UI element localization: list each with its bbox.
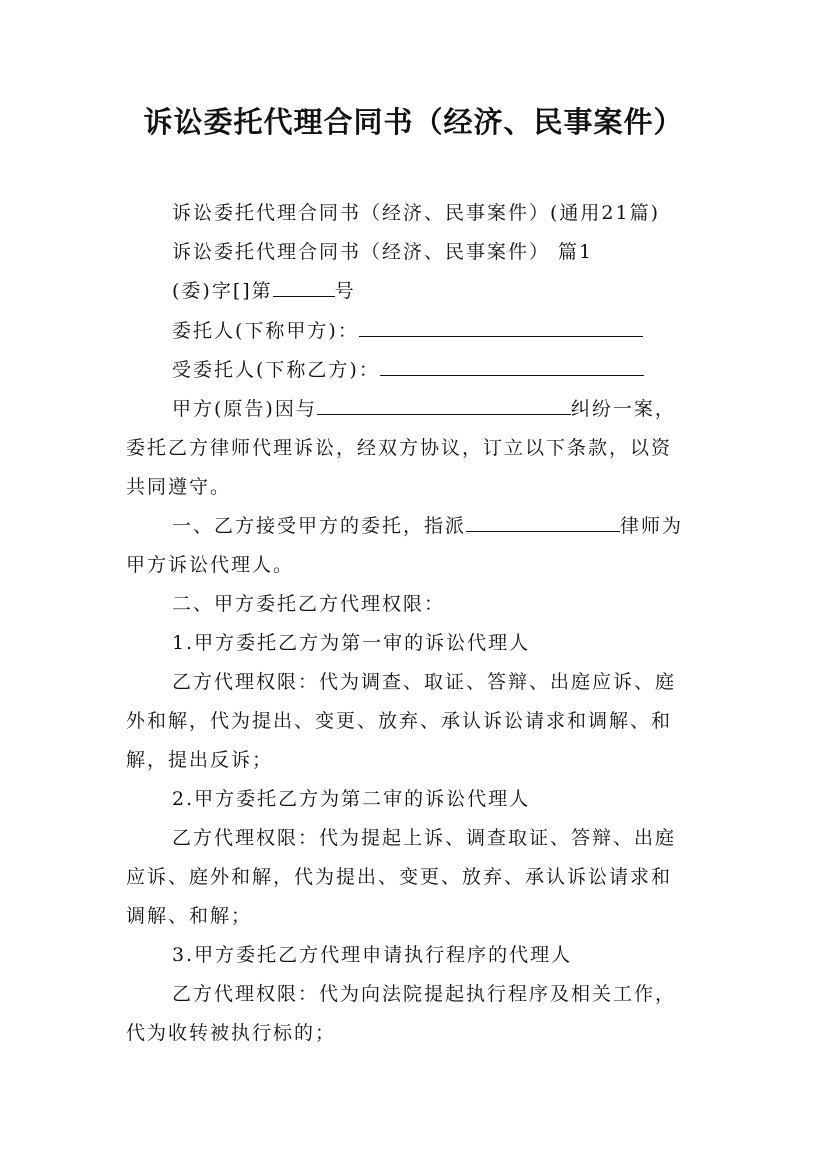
clause1-suffix: 律师为 (620, 515, 684, 537)
item3-paragraph-1: 乙方代理权限：代为向法院提起执行程序及相关工作， (172, 983, 677, 1005)
clause1-continuation: 甲方诉讼代理人。 (126, 554, 295, 576)
item3-title: 3.甲方委托乙方代理申请执行程序的代理人 (172, 944, 573, 966)
item1-title: 1.甲方委托乙方为第一审的诉讼代理人 (172, 632, 531, 654)
dispute-suffix: 纠纷一案， (570, 398, 676, 420)
case-number-suffix: 号 (334, 280, 356, 302)
case-number-line (172, 278, 356, 304)
item3-paragraph-2: 代为收转被执行标的； (126, 1022, 337, 1044)
dispute-continuation-1: 委托乙方律师代理诉讼，经双方协议，订立以下条款，以资 (126, 437, 673, 459)
case-number-blank (273, 278, 335, 297)
dispute-continuation-2: 共同遵守。 (126, 476, 232, 498)
client-label: 委托人(下称甲方)： (172, 320, 359, 342)
clause2-heading: 二、甲方委托乙方代理权限： (172, 593, 446, 615)
dispute-blank (317, 396, 571, 415)
item1-paragraph-2: 外和解，代为提出、变更、放弃、承认诉讼请求和调解、和 (126, 710, 673, 732)
client-blank (359, 318, 643, 337)
item2-paragraph-2: 应诉、庭外和解，代为提出、变更、放弃、承认诉讼请求和 (126, 866, 673, 888)
item1-paragraph-1: 乙方代理权限：代为调查、取证、答辩、出庭应诉、庭 (172, 671, 677, 693)
item2-paragraph-1: 乙方代理权限：代为提起上诉、调查取证、答辩、出庭 (172, 827, 677, 849)
dispute-prefix: 甲方(原告)因与 (172, 398, 317, 420)
intro-line: 诉讼委托代理合同书（经济、民事案件）(通用21篇) (172, 202, 661, 224)
client-line (172, 318, 643, 344)
lawyer-blank (466, 513, 620, 532)
item2-title: 2.甲方委托乙方为第二审的诉讼代理人 (172, 788, 531, 810)
agent-label: 受委托人(下称乙方)： (172, 359, 380, 381)
document-title: 诉讼委托代理合同书（经济、民事案件） (143, 105, 684, 139)
case-number-prefix: (委)字[]第 (172, 280, 273, 302)
item2-paragraph-3: 调解、和解； (126, 905, 253, 927)
section-title: 诉讼委托代理合同书（经济、民事案件） 篇1 (172, 241, 594, 263)
agent-blank (380, 357, 644, 376)
clause1-line (172, 513, 683, 539)
agent-line (172, 357, 644, 383)
item1-paragraph-3: 解，提出反诉； (126, 749, 274, 771)
dispute-line (172, 396, 676, 422)
clause1-prefix: 一、乙方接受甲方的委托，指派 (172, 515, 467, 537)
